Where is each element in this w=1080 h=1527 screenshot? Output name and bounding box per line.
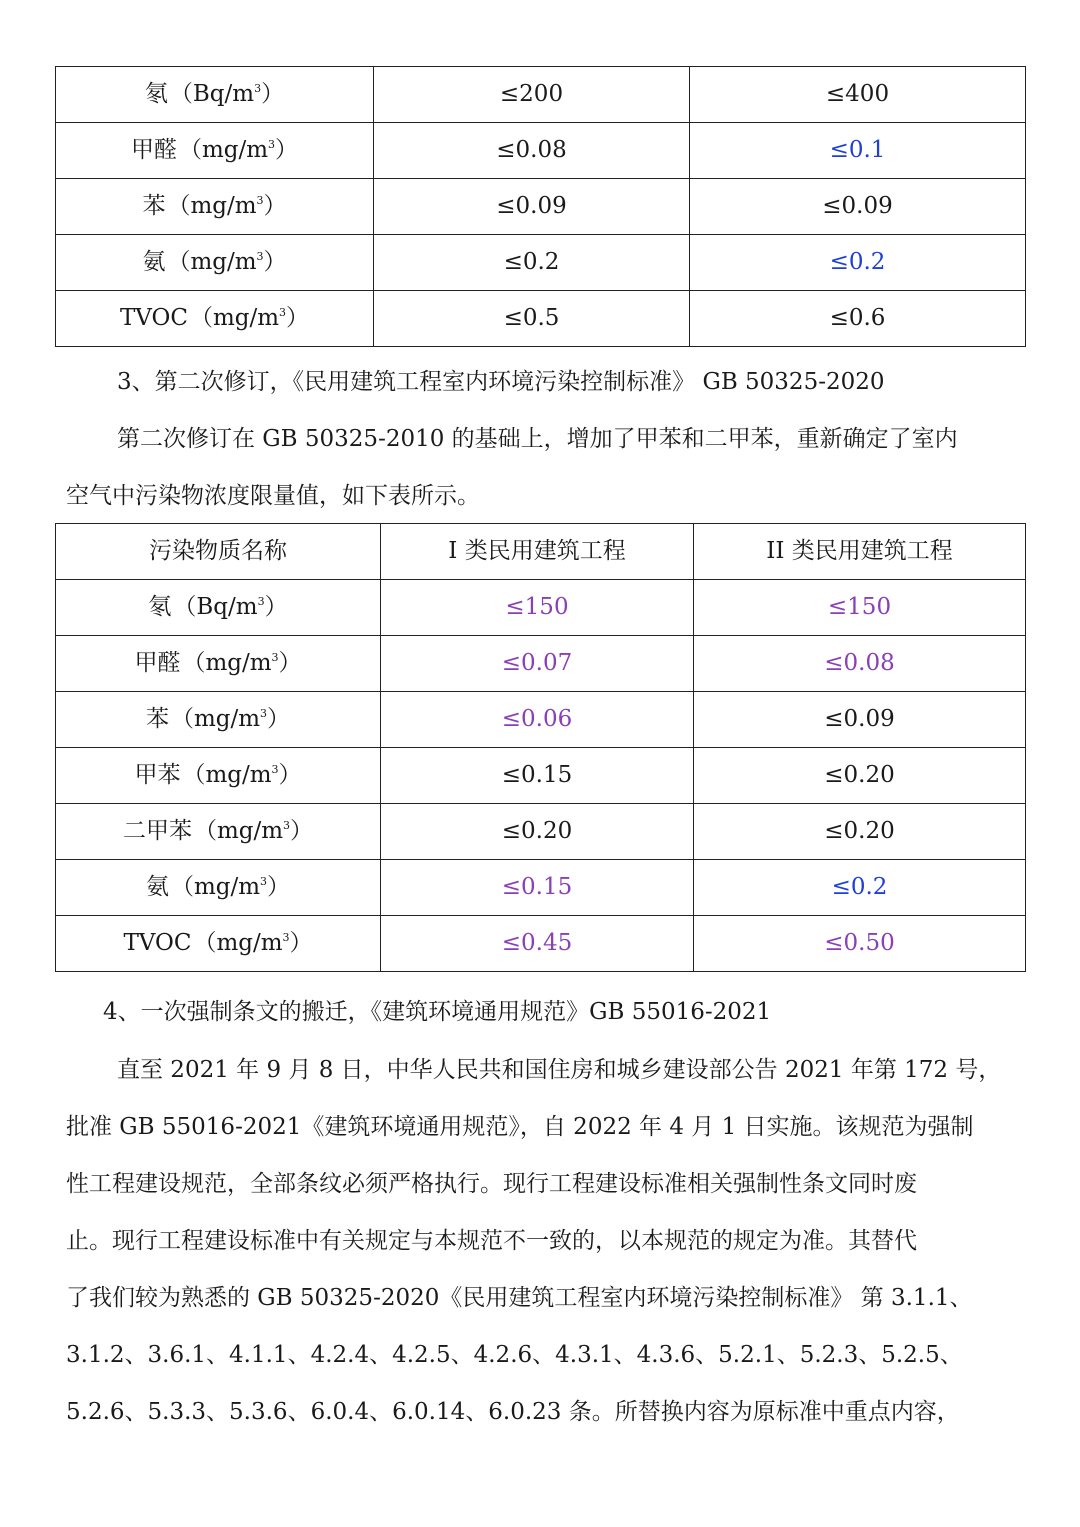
unit-exponent: 3	[271, 651, 279, 664]
header-class-2: II 类民用建筑工程	[694, 524, 1026, 580]
pollutant-unit: $(mg/m^3)$	[182, 762, 302, 788]
class-2-limit: ≤0.6	[690, 291, 1026, 347]
class-1-limit: ≤0.2	[374, 235, 690, 291]
class-1-limit: ≤0.08	[374, 123, 690, 179]
pollutant-unit: $(mg/m^3)$	[193, 930, 313, 956]
class-1-limit: ≤0.07	[381, 636, 694, 692]
pollutant-unit: $(Bq/m^3)$	[169, 81, 285, 107]
table-row	[56, 291, 1026, 347]
unit-exponent: 3	[256, 194, 264, 207]
table-row	[56, 748, 1026, 804]
class-2-limit: ≤0.09	[694, 692, 1026, 748]
section-3-paragraph-line-2: 空气中污染物浓度限量值，如下表所示。	[66, 483, 480, 509]
class-1-limit: ≤150	[381, 580, 694, 636]
table-row	[56, 580, 1026, 636]
paragraph-line: 了我们较为熟悉的 GB 50325-2020《民用建筑工程室内环境污染控制标准》 第 3.1.1、	[66, 1285, 973, 1311]
pollutant-unit: $(Bq/m^3)$	[173, 594, 288, 620]
table-header-row	[56, 524, 1026, 580]
limit-table-2010-body	[56, 67, 1026, 347]
unit-exponent: 3	[279, 306, 287, 319]
unit-exponent: 3	[268, 138, 276, 151]
class-2-limit: ≤0.20	[694, 804, 1026, 860]
pollutant-name: 氨	[145, 874, 169, 900]
limit-table-2010	[55, 66, 1026, 347]
pollutant-cell	[56, 580, 381, 636]
unit-exponent: 3	[260, 707, 268, 720]
header-class-1: I 类民用建筑工程	[381, 524, 694, 580]
class-1-limit: ≤200	[374, 67, 690, 123]
pollutant-unit: $(mg/m^3)$	[178, 137, 299, 163]
pollutant-unit: $(mg/m^3)$	[189, 305, 310, 331]
limit-table-2020-body	[56, 524, 1026, 972]
table-row	[56, 179, 1026, 235]
table-row	[56, 235, 1026, 291]
pollutant-name: 氨	[142, 249, 166, 275]
class-2-limit: ≤0.2	[690, 235, 1026, 291]
paragraph-line: 止。现行工程建设标准中有关规定与本规范不一致的，以本规范的规定为准。其替代	[66, 1228, 917, 1254]
class-1-limit: ≤0.45	[381, 916, 694, 972]
unit-exponent: 3	[257, 595, 265, 608]
class-1-limit: ≤0.20	[381, 804, 694, 860]
pollutant-name: 氡	[148, 594, 172, 620]
class-1-limit: ≤0.06	[381, 692, 694, 748]
class-2-limit: ≤0.08	[694, 636, 1026, 692]
table-row	[56, 636, 1026, 692]
class-1-limit: ≤0.15	[381, 860, 694, 916]
pollutant-cell	[56, 636, 381, 692]
section-3-paragraph-line-1: 第二次修订在 GB 50325-2010 的基础上，增加了甲苯和二甲苯，重新确定了室内	[117, 426, 958, 452]
pollutant-cell	[56, 916, 381, 972]
class-2-limit: ≤0.50	[694, 916, 1026, 972]
table-row	[56, 804, 1026, 860]
pollutant-name: 甲苯	[134, 762, 181, 788]
pollutant-cell	[56, 235, 374, 291]
pollutant-cell	[56, 860, 381, 916]
table-row	[56, 123, 1026, 179]
pollutant-cell	[56, 67, 374, 123]
pollutant-name: 氡	[144, 81, 168, 107]
section-4-heading: 4、一次强制条文的搬迁，《建筑环境通用规范》GB 55016-2021	[103, 999, 772, 1025]
table-row	[56, 67, 1026, 123]
pollutant-cell	[56, 804, 381, 860]
class-2-limit: ≤0.1	[690, 123, 1026, 179]
pollutant-name: 苯	[145, 706, 169, 732]
pollutant-name: 甲醛	[130, 137, 177, 163]
unit-exponent: 3	[271, 763, 279, 776]
table-row	[56, 860, 1026, 916]
table-row	[56, 692, 1026, 748]
unit-exponent: 3	[260, 875, 268, 888]
class-1-limit: ≤0.5	[374, 291, 690, 347]
unit-exponent: 3	[254, 82, 262, 95]
pollutant-cell	[56, 748, 381, 804]
class-2-limit: ≤0.2	[694, 860, 1026, 916]
pollutant-unit: $(mg/m^3)$	[193, 818, 314, 844]
pollutant-unit: $(mg/m^3)$	[167, 249, 287, 275]
pollutant-cell	[56, 692, 381, 748]
table-row	[56, 916, 1026, 972]
pollutant-name: TVOC	[119, 305, 188, 331]
class-1-limit: ≤0.15	[381, 748, 694, 804]
class-1-limit: ≤0.09	[374, 179, 690, 235]
pollutant-cell	[56, 179, 374, 235]
class-2-limit: ≤0.20	[694, 748, 1026, 804]
paragraph-line: 5.2.6、5.3.3、5.3.6、6.0.4、6.0.14、6.0.23 条。所替换内容为原标准中重点内容，	[66, 1399, 960, 1425]
unit-exponent: 3	[283, 819, 291, 832]
pollutant-name: 苯	[142, 193, 166, 219]
class-2-limit: ≤150	[694, 580, 1026, 636]
header-pollutant-name: 污染物质名称	[56, 524, 381, 580]
paragraph-line: 3.1.2、3.6.1、4.1.1、4.2.4、4.2.5、4.2.6、4.3.1、4.3.6、5.2.1、5.2.3、5.2.5、	[66, 1342, 963, 1368]
pollutant-name: 甲醛	[134, 650, 181, 676]
pollutant-name: TVOC	[123, 930, 192, 956]
section-3-heading: 3、第二次修订，《民用建筑工程室内环境污染控制标准》 GB 50325-2020	[117, 369, 885, 395]
unit-exponent: 3	[282, 931, 290, 944]
class-2-limit: ≤0.09	[690, 179, 1026, 235]
paragraph-line: 直至 2021 年 9 月 8 日，中华人民共和国住房和城乡建设部公告 2021 年第 172 号，	[117, 1057, 1002, 1083]
unit-exponent: 3	[256, 250, 264, 263]
pollutant-unit: $(mg/m^3)$	[167, 193, 287, 219]
pollutant-name: 二甲苯	[122, 818, 192, 844]
pollutant-unit: $(mg/m^3)$	[170, 874, 291, 900]
class-2-limit: ≤400	[690, 67, 1026, 123]
paragraph-line: 批准 GB 55016-2021《建筑环境通用规范》，自 2022 年 4 月 1 日实施。该规范为强制	[66, 1114, 974, 1140]
pollutant-unit: $(mg/m^3)$	[182, 650, 302, 676]
pollutant-cell	[56, 291, 374, 347]
pollutant-cell	[56, 123, 374, 179]
paragraph-line: 性工程建设规范，全部条纹必须严格执行。现行工程建设标准相关强制性条文同时废	[66, 1171, 917, 1197]
limit-table-2020	[55, 523, 1026, 972]
pollutant-unit: $(mg/m^3)$	[170, 706, 291, 732]
